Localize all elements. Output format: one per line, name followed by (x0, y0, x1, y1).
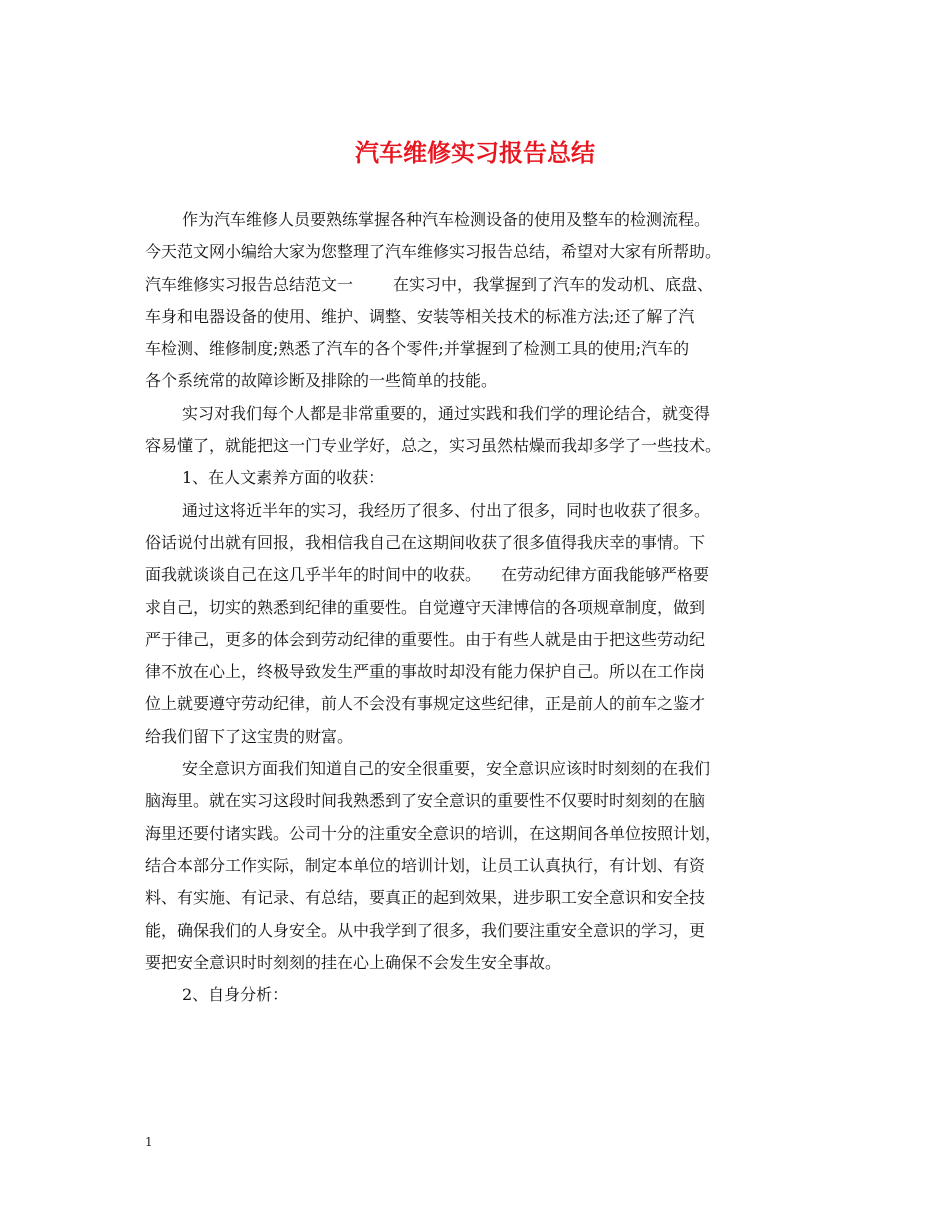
paragraph-line: 今天范文网小编给大家为您整理了汽车维修实习报告总结，希望对大家有所帮助。 (145, 242, 722, 262)
paragraph-line: 严于律己，更多的体会到劳动纪律的重要性。由于有些人就是由于把这些劳动纪 (145, 629, 706, 649)
paragraph-line: 实习对我们每个人都是非常重要的，通过实践和我们学的理论结合，就变得 (182, 403, 711, 423)
paragraph-line: 求自己，切实的熟悉到纪律的重要性。自觉遵守天津博信的各项规章制度，做到 (145, 597, 706, 617)
paragraph-line: 作为汽车维修人员要熟练掌握各种汽车检测设备的使用及整车的检测流程。 (182, 210, 711, 229)
document-title: 汽车维修实习报告总结 (355, 139, 595, 167)
paragraph-line: 结合本部分工作实际，制定本单位的培训计划，让员工认真执行，有计划、有资 (145, 855, 706, 875)
paragraph-line: 海里还要付诸实践。公司十分的注重安全意识的培训，在这期间各单位按照计划， (145, 823, 722, 843)
paragraph-line: 通过这将近半年的实习，我经历了很多、付出了很多，同时也收获了很多。 (182, 500, 711, 520)
paragraph-line: 俗话说付出就有回报，我相信我自己在这期间收获了很多值得我庆幸的事情。下 (145, 532, 706, 552)
paragraph-line: 脑海里。就在实习这段时间我熟悉到了安全意识的重要性不仅要时时刻刻的在脑 (145, 791, 706, 811)
paragraph-line: 容易懂了，就能把这一门专业学好，总之，实习虽然枯燥而我却多学了一些技术。 (145, 436, 722, 456)
paragraph-line: 位上就要遵守劳动纪律，前人不会没有事规定这些纪律，正是前人的前车之鉴才 (145, 694, 706, 714)
section-heading-sample-one: 汽车维修实习报告总结范文一 (145, 274, 354, 294)
paragraph-text: 在劳动纪律方面我能够严格要 (501, 565, 710, 585)
paragraph-line: 各个系统常的故障诊断及排除的一些简单的技能。 (145, 371, 498, 391)
paragraph-line: 能，确保我们的人身安全。从中我学到了很多，我们要注重安全意识的学习，更 (145, 920, 706, 940)
paragraph-text: 在实习中，我掌握到了汽车的发动机、底盘、 (393, 274, 714, 294)
page-number: 1 (145, 1135, 153, 1149)
section-heading: 1、在人文素养方面的收获： (182, 468, 385, 488)
document-body (145, 204, 815, 1011)
paragraph-line-compound (145, 559, 815, 591)
paragraph-line: 要把安全意识时时刻刻的挂在心上确保不会发生安全事故。 (145, 952, 562, 972)
paragraph-line: 料、有实施、有记录、有总结，要真正的起到效果，进步职工安全意识和安全技 (145, 888, 706, 908)
paragraph-line: 车检测、维修制度;熟悉了汽车的各个零件;并掌握到了检测工具的使用;汽车的 (145, 339, 690, 359)
paragraph-line-compound (145, 269, 815, 301)
paragraph-line: 车身和电器设备的使用、维护、调整、安装等相关技术的标准方法;还了解了汽 (145, 306, 695, 326)
paragraph-text: 面我就谈谈自己在这几乎半年的时间中的收获。 (145, 565, 482, 585)
paragraph-line: 律不放在心上，终极导致发生严重的事故时却没有能力保护自己。所以在工作岗 (145, 662, 706, 682)
section-heading: 2、自身分析： (182, 985, 289, 1005)
paragraph-line: 安全意识方面我们知道自己的安全很重要，安全意识应该时时刻刻的在我们 (182, 759, 711, 779)
paragraph-line: 给我们留下了这宝贵的财富。 (145, 726, 354, 746)
